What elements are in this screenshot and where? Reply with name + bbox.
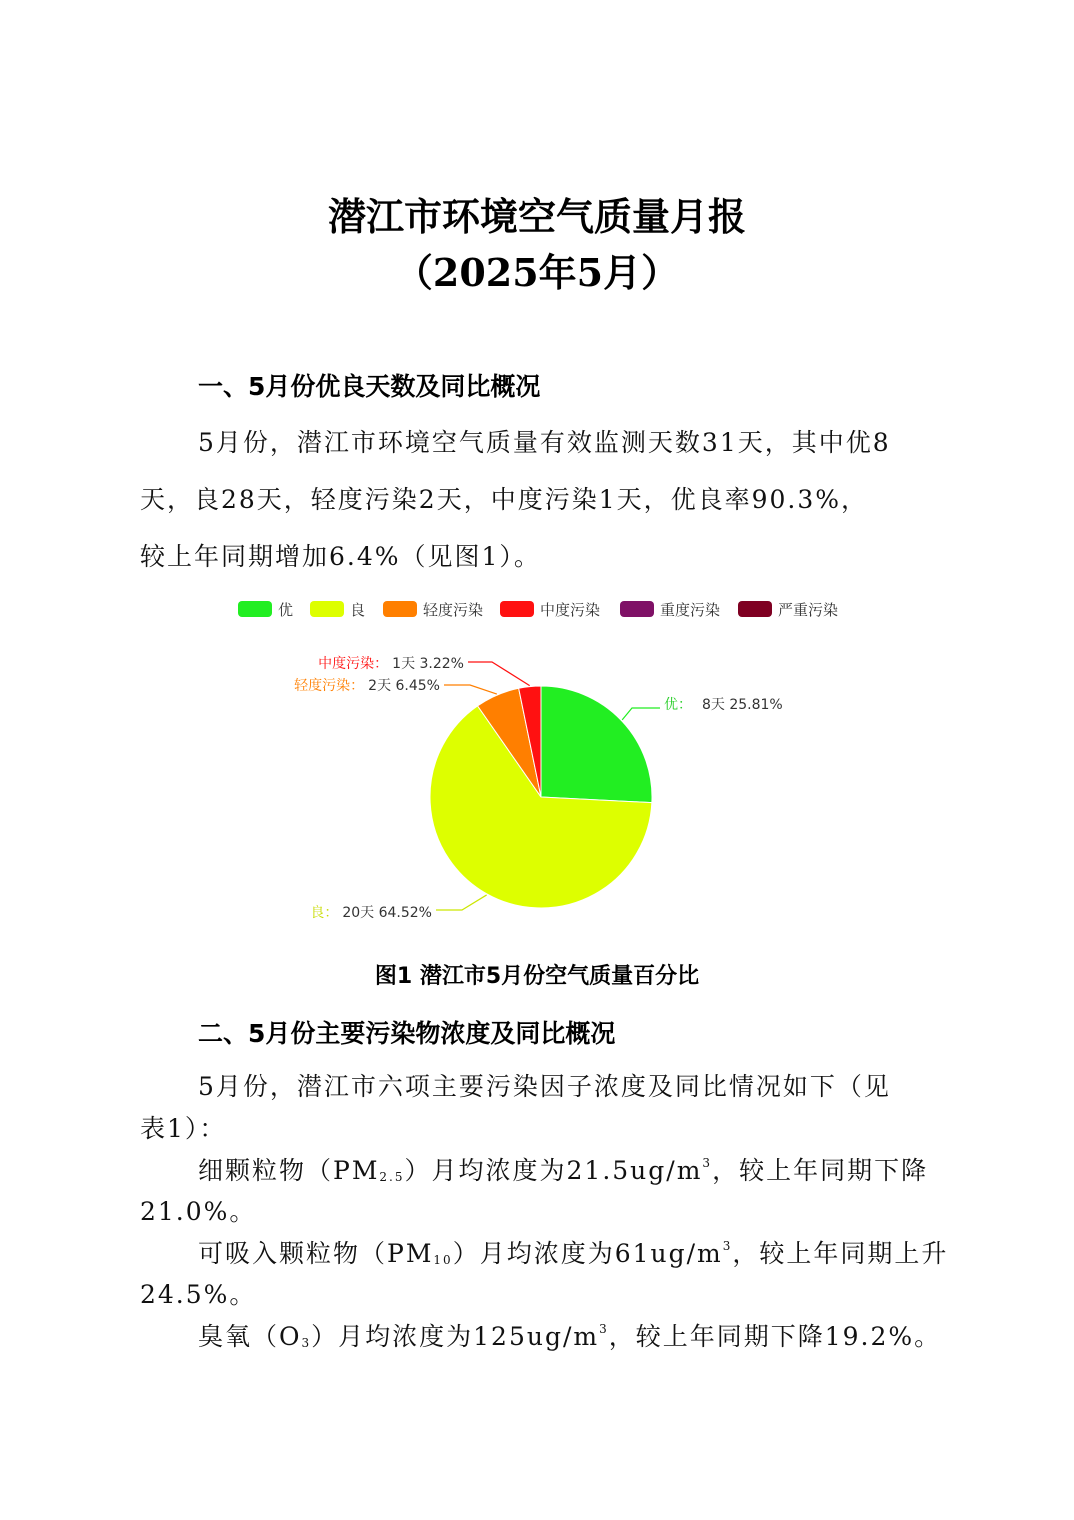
leader-line: [468, 662, 530, 686]
legend-label: 重度污染: [660, 601, 721, 619]
report-subtitle: （2025年5月）: [394, 250, 680, 295]
leader-line: [444, 685, 497, 694]
section2-intro-line-1: 5月份，潜江市六项主要污染因子浓度及同比情况如下（见: [198, 1072, 891, 1101]
leader-line: [622, 708, 660, 720]
chart-legend: [238, 601, 838, 619]
section1-line-1: 5月份，潜江市环境空气质量有效监测天数31天，其中优8: [198, 428, 891, 457]
pie-label: [310, 895, 486, 921]
slice-value-label: 1天 3.22%: [392, 656, 464, 672]
section2-heading: 二、5月份主要污染物浓度及同比概况: [198, 1019, 616, 1048]
legend-swatch: [310, 601, 344, 617]
legend-item[interactable]: [238, 601, 293, 619]
slice-name-label: 轻度污染：: [294, 678, 365, 694]
section1-line-3: 较上年同期增加6.4%（见图1）。: [140, 542, 541, 571]
legend-label: 中度污染: [540, 601, 601, 619]
o3-line: 臭氧$(O_3)$月均浓度为$125ug/m^3$，较上年同期下降19.2%。: [198, 1322, 942, 1351]
legend-swatch: [738, 601, 772, 617]
legend-label: 严重污染: [778, 601, 839, 619]
pie-label: [622, 696, 783, 720]
report-title: 潜江市环境空气质量月报: [327, 194, 746, 239]
pm10-line-cont: 24.5%。: [140, 1280, 257, 1309]
pm25-line: 细颗粒物$(PM_{2.5})$月均浓度为$21.5ug/m^3$，较上年同期下降: [198, 1156, 929, 1185]
legend-item[interactable]: [310, 601, 365, 619]
legend-item[interactable]: [620, 601, 720, 619]
section1-line-2: 天，良28天，轻度污染2天，中度污染1天，优良率90.3%，: [140, 485, 869, 514]
slice-name-label: 中度污染：: [318, 656, 389, 672]
pm25-line-cont: 21.0%。: [140, 1197, 257, 1226]
slice-value-label: 2天 6.45%: [368, 678, 440, 694]
pie-slice[interactable]: [541, 686, 652, 803]
section1-heading: 一、5月份优良天数及同比概况: [198, 372, 541, 401]
slice-name-label: 优：: [664, 697, 692, 713]
legend-swatch: [238, 601, 272, 617]
air-quality-pie-chart: [0, 590, 1074, 935]
legend-swatch: [500, 601, 534, 617]
slice-value-label: 8天 25.81%: [702, 697, 783, 713]
legend-swatch: [620, 601, 654, 617]
legend-swatch: [383, 601, 417, 617]
legend-label: 优: [278, 601, 294, 619]
legend-item[interactable]: [738, 601, 838, 619]
pie-slices: [430, 686, 652, 908]
leader-line: [436, 895, 487, 910]
legend-label: 良: [350, 601, 366, 619]
pie-label: [294, 677, 497, 694]
section2-intro-line-2: 表1）：: [140, 1114, 227, 1143]
slice-value-label: 20天 64.52%: [342, 905, 432, 921]
slice-name-label: 良：: [310, 905, 339, 921]
legend-item[interactable]: [500, 601, 600, 619]
pm10-line: 可吸入颗粒物$(PM_{10})$月均浓度为$61ug/m^3$，较上年同期上升: [198, 1239, 949, 1268]
legend-label: 轻度污染: [423, 601, 484, 619]
figure-caption: 图1 潜江市5月份空气质量百分比: [374, 964, 700, 989]
legend-item[interactable]: [383, 601, 483, 619]
